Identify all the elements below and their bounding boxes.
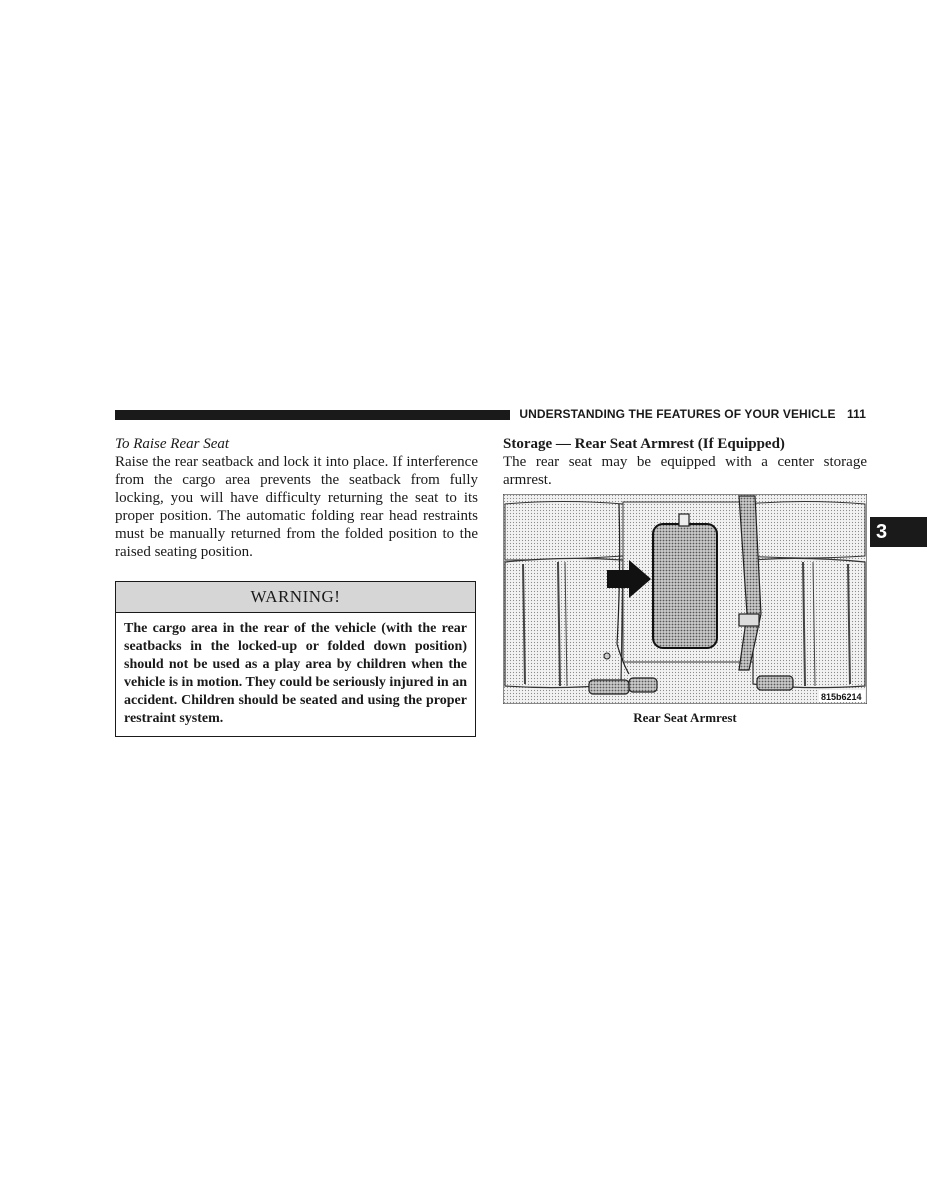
warning-title: WARNING! xyxy=(116,582,475,613)
rear-seat-armrest-illustration xyxy=(503,494,867,704)
header-rule xyxy=(115,410,510,420)
right-column xyxy=(503,435,867,489)
section-title: UNDERSTANDING THE FEATURES OF YOUR VEHICLE xyxy=(519,407,836,421)
raise-rear-seat-paragraph: Raise the rear seatback and lock it into place. If interference from the cargo area prevents the seatback from fully locking, you will have difficulty returning the seat to its proper position. The automatic folding rear head restraints must be manually returned from the folded position to the raised seating position. xyxy=(115,454,478,560)
warning-box xyxy=(115,581,476,737)
left-column xyxy=(115,435,478,561)
figure-code: 815b6214 xyxy=(821,692,862,702)
storage-armrest-paragraph: The rear seat may be equipped with a center storage armrest. xyxy=(503,454,867,488)
running-header xyxy=(518,407,866,421)
chapter-tab: 3 xyxy=(870,517,927,547)
page-number: 111 xyxy=(847,407,866,421)
subheading-raise-rear-seat: To Raise Rear Seat xyxy=(115,436,230,452)
figure-caption: Rear Seat Armrest xyxy=(633,710,737,725)
warning-text: The cargo area in the rear of the vehicle (with the rear seatbacks in the locked-up or folded down position) should not be used as a play area by children when the vehicle is in motion. They could be seriously injured in an accident. Children should be seated and using the proper restraint system. xyxy=(124,621,467,726)
subheading-storage-armrest: Storage — Rear Seat Armrest (If Equipped) xyxy=(503,436,785,452)
